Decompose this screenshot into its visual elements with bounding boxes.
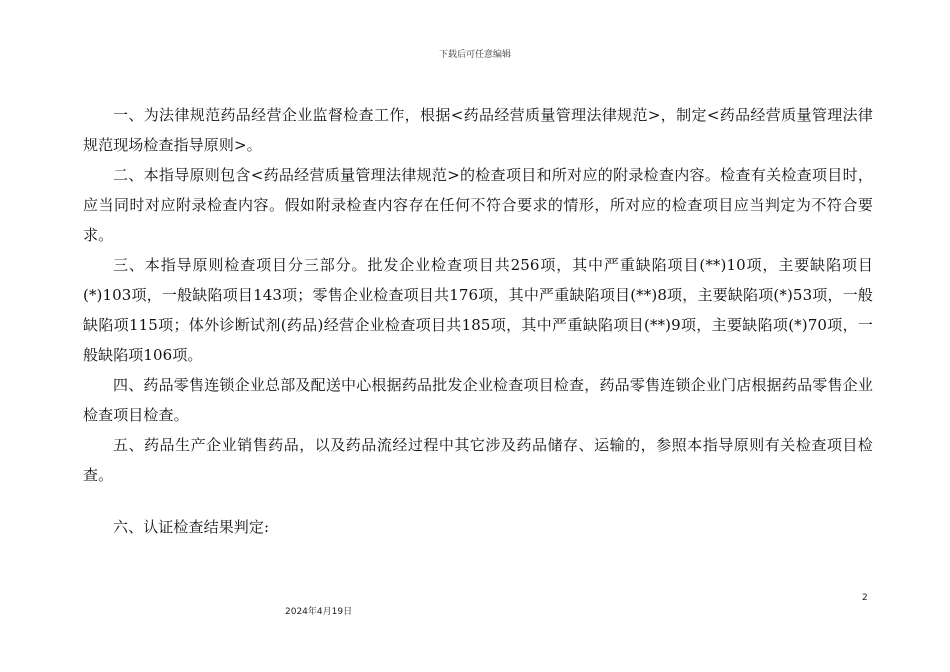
page-number: 2 <box>862 593 868 603</box>
paragraph-1: 一、为法律规范药品经营企业监督检查工作，根据<药品经营质量管理法律规范>，制定<药品经营质量管理法律规范现场检查指导原则>。 <box>83 106 873 154</box>
paragraph-6: 六、认证检查结果判定: <box>113 518 270 536</box>
page-header: 下载后可任意编辑 <box>438 50 511 60</box>
document-body <box>83 100 873 542</box>
footer-date: 2024年4月19日 <box>285 607 353 617</box>
paragraph-2: 二、本指导原则包含<药品经营质量管理法律规范>的检查项目和所对应的附录检查内容。检查有关检查项目时，应当同时对应附录检查内容。假如附录检查内容存在任何不符合要求的情形，所对应的检查项目应当判定为不符合要求。 <box>83 166 873 244</box>
paragraph-3: 三、本指导原则检查项目分三部分。批发企业检查项目共256项，其中严重缺陷项目(**)10项，主要缺陷项目(*)103项，一般缺陷项目143项；零售企业检查项目共176项，其中严重缺陷项目(**)8项，主要缺陷项(*)53项，一般缺陷项115项；体外诊断试剂(药品)经营企业检查项目共185项，其中严重缺陷项目(**)9项，主要缺陷项(*)70项，一般缺陷项106项。 <box>83 256 873 364</box>
paragraph-spacer <box>83 490 873 512</box>
paragraph-4: 四、药品零售连锁企业总部及配送中心根据药品批发企业检查项目检查，药品零售连锁企业门店根据药品零售企业检查项目检查。 <box>83 376 873 424</box>
paragraph-5: 五、药品生产企业销售药品，以及药品流经过程中其它涉及药品储存、运输的，参照本指导原则有关检查项目检查。 <box>83 436 873 484</box>
